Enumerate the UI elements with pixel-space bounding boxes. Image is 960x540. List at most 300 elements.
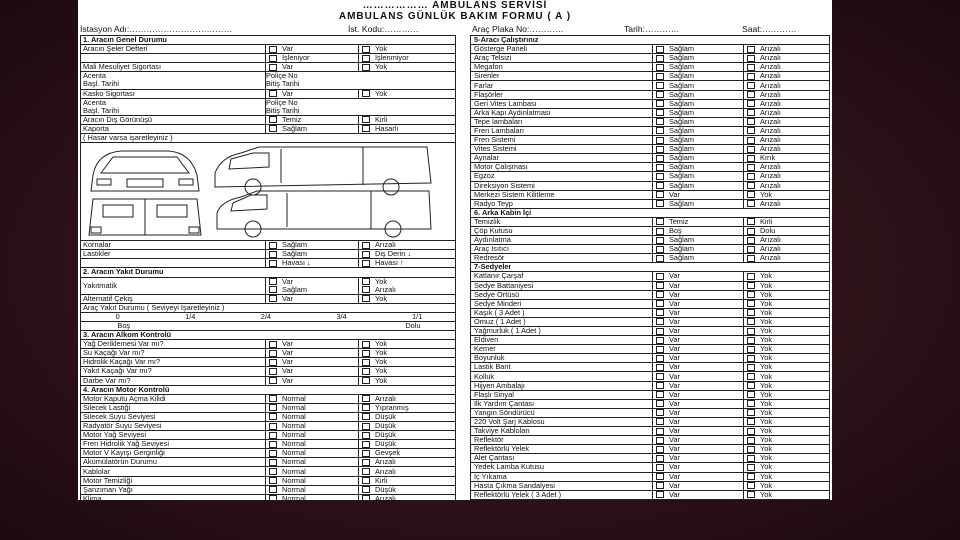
form-row bbox=[471, 91, 829, 100]
checkbox[interactable] bbox=[269, 368, 277, 375]
option-cell bbox=[652, 272, 743, 280]
checkbox[interactable] bbox=[269, 64, 277, 71]
option-label: Var bbox=[669, 308, 680, 317]
checkbox[interactable] bbox=[747, 64, 755, 71]
option-cell bbox=[652, 418, 743, 426]
checkbox[interactable] bbox=[362, 286, 370, 293]
fuel-level-mark[interactable]: 0 bbox=[115, 312, 120, 321]
form-row bbox=[81, 422, 455, 431]
option-label: Sağlam bbox=[669, 45, 695, 54]
checkbox[interactable] bbox=[747, 273, 755, 280]
row-label: Motor Çalışması bbox=[474, 163, 528, 172]
checkbox[interactable] bbox=[747, 109, 755, 116]
checkbox[interactable] bbox=[656, 237, 664, 244]
checkbox[interactable] bbox=[656, 273, 664, 280]
checkbox[interactable] bbox=[747, 55, 755, 62]
option-cell bbox=[743, 45, 829, 53]
checkbox[interactable] bbox=[747, 155, 755, 162]
checkbox[interactable] bbox=[656, 337, 664, 344]
option-cell bbox=[743, 136, 829, 144]
checkbox[interactable] bbox=[747, 82, 755, 89]
checkbox[interactable] bbox=[362, 125, 370, 132]
checkbox[interactable] bbox=[362, 486, 370, 493]
option-cell bbox=[265, 63, 358, 71]
checkbox[interactable] bbox=[362, 90, 370, 97]
option-label: Yok bbox=[760, 390, 773, 399]
option-label: Yok bbox=[375, 45, 388, 54]
row-label: Sedye Örtüsü bbox=[474, 290, 520, 299]
checkbox[interactable] bbox=[747, 300, 755, 307]
checkbox[interactable] bbox=[269, 251, 277, 258]
checkbox[interactable] bbox=[362, 423, 370, 430]
form-row bbox=[81, 322, 455, 331]
checkbox[interactable] bbox=[362, 441, 370, 448]
option-cell bbox=[743, 336, 829, 344]
checkbox[interactable] bbox=[656, 309, 664, 316]
checkbox[interactable] bbox=[747, 437, 755, 444]
checkbox[interactable] bbox=[362, 468, 370, 475]
row-label: Çöp Kutusu bbox=[474, 226, 513, 236]
checkbox[interactable] bbox=[747, 146, 755, 153]
checkbox[interactable] bbox=[747, 418, 755, 425]
checkbox[interactable] bbox=[747, 291, 755, 298]
form-row bbox=[471, 436, 829, 445]
checkbox[interactable] bbox=[362, 395, 370, 402]
checkbox[interactable] bbox=[747, 328, 755, 335]
checkbox[interactable] bbox=[747, 191, 755, 198]
checkbox[interactable] bbox=[362, 295, 370, 302]
checkbox[interactable] bbox=[747, 364, 755, 371]
checkbox[interactable] bbox=[656, 355, 664, 362]
checkbox[interactable] bbox=[747, 118, 755, 125]
checkbox[interactable] bbox=[747, 491, 755, 498]
checkbox[interactable] bbox=[656, 400, 664, 407]
checkbox[interactable] bbox=[747, 355, 755, 362]
form-row bbox=[81, 367, 455, 376]
plate-number-field[interactable]: Araç Plaka No:………… bbox=[472, 24, 564, 34]
checkbox[interactable] bbox=[362, 350, 370, 357]
option-cell bbox=[265, 125, 358, 133]
checkbox[interactable] bbox=[362, 64, 370, 71]
option-label: Sağlam bbox=[669, 117, 695, 126]
form-row bbox=[471, 391, 829, 400]
checkbox[interactable] bbox=[747, 309, 755, 316]
checkbox[interactable] bbox=[269, 242, 277, 249]
row-label bbox=[81, 72, 265, 88]
option-cell bbox=[743, 172, 829, 180]
option-cell bbox=[652, 218, 743, 226]
row-label: Merkezi Sistem Kilitleme bbox=[474, 190, 555, 199]
checkbox[interactable] bbox=[656, 300, 664, 307]
option-cell bbox=[743, 291, 829, 299]
checkbox[interactable] bbox=[362, 377, 370, 384]
checkbox[interactable] bbox=[747, 382, 755, 389]
option-label: Yok bbox=[760, 481, 773, 490]
checkbox[interactable] bbox=[269, 90, 277, 97]
option-label: Var bbox=[669, 427, 680, 436]
checkbox[interactable] bbox=[656, 173, 664, 180]
form-row bbox=[471, 191, 829, 200]
checkbox[interactable] bbox=[747, 200, 755, 207]
checkbox[interactable] bbox=[269, 423, 277, 430]
checkbox[interactable] bbox=[656, 464, 664, 471]
checkbox[interactable] bbox=[747, 91, 755, 98]
form-row bbox=[471, 400, 829, 409]
checkbox[interactable] bbox=[656, 473, 664, 480]
option-label: Sağlam bbox=[669, 81, 695, 90]
checkbox[interactable] bbox=[656, 428, 664, 435]
checkbox[interactable] bbox=[656, 246, 664, 253]
checkbox[interactable] bbox=[656, 164, 664, 171]
checkbox[interactable] bbox=[747, 318, 755, 325]
row-label: Reflektör bbox=[474, 436, 504, 445]
checkbox[interactable] bbox=[656, 200, 664, 207]
vehicle-damage-diagram[interactable] bbox=[81, 143, 455, 241]
checkbox[interactable] bbox=[362, 495, 370, 500]
checkbox[interactable] bbox=[269, 441, 277, 448]
checkbox[interactable] bbox=[747, 237, 755, 244]
checkbox[interactable] bbox=[656, 46, 664, 53]
option-label: Düşük bbox=[375, 412, 396, 421]
option-cell bbox=[743, 482, 829, 490]
option-label: Arızalı bbox=[375, 394, 396, 403]
checkbox[interactable] bbox=[747, 173, 755, 180]
checkbox[interactable] bbox=[656, 73, 664, 80]
row-label: Alternatif Çekiş bbox=[83, 294, 133, 303]
row-label: Motor Temizliği bbox=[83, 476, 133, 485]
option-cell bbox=[743, 254, 829, 262]
checkbox[interactable] bbox=[269, 341, 277, 348]
row-label: Aracın Şeler Defteri bbox=[83, 45, 148, 54]
checkbox[interactable] bbox=[269, 486, 277, 493]
option-label: Var bbox=[669, 281, 680, 290]
checkbox[interactable] bbox=[747, 409, 755, 416]
checkbox[interactable] bbox=[747, 73, 755, 80]
checkbox[interactable] bbox=[656, 91, 664, 98]
option-label: Var bbox=[669, 454, 680, 463]
checkbox[interactable] bbox=[362, 55, 370, 62]
checkbox[interactable] bbox=[269, 278, 277, 285]
checkbox[interactable] bbox=[656, 391, 664, 398]
checkbox[interactable] bbox=[269, 260, 277, 267]
checkbox[interactable] bbox=[747, 464, 755, 471]
form-row bbox=[471, 354, 829, 363]
checkbox[interactable] bbox=[656, 364, 664, 371]
option-label: Var bbox=[282, 45, 293, 54]
row-label: Aydınlatma bbox=[474, 236, 511, 245]
option-label: Arızalı bbox=[760, 145, 781, 154]
checkbox[interactable] bbox=[362, 251, 370, 258]
checkbox[interactable] bbox=[656, 346, 664, 353]
checkbox[interactable] bbox=[269, 116, 277, 123]
checkbox[interactable] bbox=[269, 468, 277, 475]
row-label: Tepe lambaları bbox=[474, 117, 523, 126]
policy-fields[interactable] bbox=[265, 99, 455, 115]
option-cell bbox=[743, 345, 829, 353]
row-label bbox=[81, 259, 265, 267]
option-cell bbox=[743, 454, 829, 462]
checkbox[interactable] bbox=[747, 127, 755, 134]
fuel-level-scale[interactable] bbox=[81, 322, 455, 330]
option-label: Var bbox=[669, 190, 680, 199]
checkbox[interactable] bbox=[362, 359, 370, 366]
checkbox[interactable] bbox=[656, 55, 664, 62]
option-cell bbox=[652, 118, 743, 126]
option-cell bbox=[743, 491, 829, 499]
form-row bbox=[471, 81, 829, 90]
form-row bbox=[81, 404, 455, 413]
checkbox[interactable] bbox=[269, 477, 277, 484]
option-cell bbox=[358, 431, 455, 439]
option-cell bbox=[652, 109, 743, 117]
checkbox[interactable] bbox=[362, 116, 370, 123]
row-label: Fren Lambaları bbox=[474, 126, 525, 135]
row-label: Yakıt Kaçağı Var mı? bbox=[83, 367, 152, 376]
checkbox[interactable] bbox=[269, 495, 277, 500]
checkbox[interactable] bbox=[747, 137, 755, 144]
checkbox[interactable] bbox=[656, 255, 664, 262]
checkbox[interactable] bbox=[269, 125, 277, 132]
checkbox[interactable] bbox=[747, 455, 755, 462]
checkbox[interactable] bbox=[269, 350, 277, 357]
option-label: Yıpranmış bbox=[375, 403, 409, 412]
checkbox[interactable] bbox=[269, 286, 277, 293]
checkbox[interactable] bbox=[747, 428, 755, 435]
option-label: Sağlam bbox=[669, 136, 695, 145]
option-label: Var bbox=[669, 345, 680, 354]
checkbox[interactable] bbox=[747, 164, 755, 171]
checkbox[interactable] bbox=[656, 291, 664, 298]
form-row bbox=[471, 272, 829, 281]
checkbox[interactable] bbox=[656, 82, 664, 89]
option-label: Arızalı bbox=[760, 236, 781, 245]
checkbox[interactable] bbox=[747, 100, 755, 107]
option-cell bbox=[652, 454, 743, 462]
date-field[interactable]: Tarih:………… bbox=[624, 24, 680, 34]
option-label: Arızalı bbox=[375, 494, 396, 500]
form-row bbox=[471, 254, 829, 263]
checkbox[interactable] bbox=[269, 395, 277, 402]
checkbox[interactable] bbox=[269, 55, 277, 62]
section-header bbox=[81, 386, 455, 395]
form-row bbox=[471, 163, 829, 172]
checkbox[interactable] bbox=[269, 450, 277, 457]
checkbox[interactable] bbox=[269, 432, 277, 439]
checkbox[interactable] bbox=[747, 446, 755, 453]
checkbox[interactable] bbox=[656, 228, 664, 235]
option-cell bbox=[265, 340, 358, 348]
checkbox[interactable] bbox=[269, 404, 277, 411]
checkbox[interactable] bbox=[656, 146, 664, 153]
option-cell bbox=[743, 300, 829, 308]
checkbox[interactable] bbox=[747, 282, 755, 289]
checkbox[interactable] bbox=[747, 246, 755, 253]
checkbox[interactable] bbox=[656, 318, 664, 325]
option-cell bbox=[652, 445, 743, 453]
checkbox[interactable] bbox=[747, 482, 755, 489]
option-cell bbox=[743, 100, 829, 108]
fuel-level-scale[interactable] bbox=[81, 313, 455, 321]
checkbox[interactable] bbox=[656, 491, 664, 498]
option-cell bbox=[652, 363, 743, 371]
option-cell bbox=[358, 278, 455, 294]
checkbox[interactable] bbox=[656, 409, 664, 416]
station-code-field[interactable]: İst. Kodu:………… bbox=[348, 24, 419, 34]
fuel-level-mark[interactable]: 3/4 bbox=[336, 312, 347, 321]
checkbox[interactable] bbox=[656, 100, 664, 107]
form-row bbox=[471, 45, 829, 54]
option-label: Arızalı bbox=[760, 181, 781, 190]
fuel-level-mark[interactable]: 2/4 bbox=[260, 312, 272, 321]
checkbox[interactable] bbox=[656, 455, 664, 462]
station-name-field[interactable]: İstasyon Adı:……………………………… bbox=[80, 24, 233, 34]
checkbox[interactable] bbox=[747, 373, 755, 380]
vehicle-general-section bbox=[81, 36, 455, 143]
checkbox[interactable] bbox=[269, 46, 277, 53]
option-cell bbox=[652, 154, 743, 162]
checkbox[interactable] bbox=[656, 191, 664, 198]
checkbox[interactable] bbox=[362, 278, 370, 285]
row-label: ( Hasar varsa işaretleyiniz ) bbox=[83, 134, 173, 143]
option-label: Var bbox=[282, 349, 293, 358]
checkbox[interactable] bbox=[362, 46, 370, 53]
checkbox[interactable] bbox=[656, 373, 664, 380]
option-cell bbox=[652, 345, 743, 353]
checkbox[interactable] bbox=[269, 377, 277, 384]
checkbox[interactable] bbox=[656, 482, 664, 489]
form-service-title: ……………… AMBULANS SERVİSİ bbox=[362, 0, 548, 11]
checkbox[interactable] bbox=[747, 218, 755, 225]
row-label: Kasko Sigortası bbox=[83, 89, 135, 98]
checkbox[interactable] bbox=[656, 437, 664, 444]
form-row bbox=[471, 245, 829, 254]
section-header bbox=[81, 268, 455, 277]
option-cell bbox=[358, 449, 455, 457]
option-label: Var bbox=[669, 399, 680, 408]
form-row bbox=[471, 109, 829, 118]
section-header bbox=[471, 263, 829, 272]
checkbox[interactable] bbox=[656, 418, 664, 425]
option-cell bbox=[265, 278, 358, 294]
checkbox[interactable] bbox=[747, 346, 755, 353]
checkbox[interactable] bbox=[656, 118, 664, 125]
option-cell bbox=[265, 349, 358, 357]
fuel-level-mark[interactable]: Dolu bbox=[405, 321, 421, 331]
checkbox[interactable] bbox=[656, 282, 664, 289]
option-label: Arızalı bbox=[760, 126, 781, 135]
checkbox[interactable] bbox=[656, 446, 664, 453]
form-row bbox=[81, 477, 455, 486]
checkbox[interactable] bbox=[362, 459, 370, 466]
option-cell bbox=[743, 409, 829, 417]
form-row bbox=[471, 309, 829, 318]
row-label: Reflektörlü Yelek bbox=[474, 445, 530, 454]
form-row bbox=[81, 125, 455, 134]
checkbox[interactable] bbox=[656, 218, 664, 225]
option-cell bbox=[265, 495, 358, 500]
option-label: Yok bbox=[375, 349, 388, 358]
option-cell bbox=[358, 295, 455, 303]
policy-fields[interactable] bbox=[265, 72, 455, 88]
checkbox[interactable] bbox=[747, 473, 755, 480]
option-label: Var bbox=[669, 417, 680, 426]
fuel-level-mark[interactable]: 1/4 bbox=[185, 312, 196, 321]
time-field[interactable]: Saat:………… bbox=[742, 24, 797, 34]
checkbox[interactable] bbox=[362, 242, 370, 249]
checkbox[interactable] bbox=[362, 260, 370, 267]
row-label bbox=[81, 54, 265, 62]
option-label: Sağlam bbox=[669, 236, 695, 245]
checkbox[interactable] bbox=[269, 459, 277, 466]
option-label: Sağlam bbox=[669, 163, 695, 172]
option-label: Var bbox=[669, 481, 680, 490]
checkbox[interactable] bbox=[747, 255, 755, 262]
row-label: Hasta Çıkma Sandalyesi bbox=[474, 481, 555, 490]
checkbox[interactable] bbox=[362, 368, 370, 375]
form-row bbox=[81, 99, 455, 116]
option-label: Var bbox=[669, 445, 680, 454]
checkbox[interactable] bbox=[269, 295, 277, 302]
checkbox[interactable] bbox=[656, 155, 664, 162]
checkbox[interactable] bbox=[656, 382, 664, 389]
checkbox[interactable] bbox=[362, 450, 370, 457]
checkbox[interactable] bbox=[656, 182, 664, 189]
form-row bbox=[471, 136, 829, 145]
option-label: Gevşek bbox=[375, 449, 401, 458]
row-label: Akümülatörün Durumu bbox=[83, 458, 157, 467]
checkbox[interactable] bbox=[656, 64, 664, 71]
checkbox[interactable] bbox=[269, 359, 277, 366]
option-cell bbox=[743, 400, 829, 408]
checkbox[interactable] bbox=[362, 477, 370, 484]
checkbox[interactable] bbox=[269, 413, 277, 420]
checkbox[interactable] bbox=[656, 328, 664, 335]
checkbox[interactable] bbox=[656, 137, 664, 144]
option-cell bbox=[652, 100, 743, 108]
checkbox[interactable] bbox=[747, 46, 755, 53]
option-cell bbox=[743, 436, 829, 444]
checkbox[interactable] bbox=[747, 391, 755, 398]
checkbox[interactable] bbox=[656, 109, 664, 116]
option-cell bbox=[265, 404, 358, 412]
checkbox[interactable] bbox=[362, 413, 370, 420]
fuel-level-mark[interactable]: Boş bbox=[117, 321, 131, 331]
checkbox[interactable] bbox=[362, 432, 370, 439]
checkbox[interactable] bbox=[747, 228, 755, 235]
option-cell bbox=[743, 418, 829, 426]
option-label: Diş Derin ↓ bbox=[375, 250, 412, 259]
option-cell bbox=[265, 458, 358, 466]
ambulance-outline-drawings bbox=[81, 143, 455, 240]
row-label: 5-Aracı Çalıştırınız bbox=[474, 36, 539, 45]
checkbox[interactable] bbox=[362, 404, 370, 411]
checkbox[interactable] bbox=[656, 127, 664, 134]
fuel-level-mark[interactable]: 1/1 bbox=[412, 312, 423, 321]
option-cell bbox=[265, 422, 358, 430]
option-label: Var bbox=[669, 390, 680, 399]
checkbox[interactable] bbox=[747, 400, 755, 407]
checkbox[interactable] bbox=[747, 337, 755, 344]
option-cell bbox=[743, 182, 829, 190]
option-label: Sağlam bbox=[282, 284, 308, 294]
checkbox[interactable] bbox=[362, 341, 370, 348]
option-cell bbox=[652, 245, 743, 253]
form-row bbox=[471, 372, 829, 381]
row-label: Yağmurluk ( 1 Adet ) bbox=[474, 327, 541, 336]
row-label-line: Yakıtmatik bbox=[83, 280, 117, 290]
checkbox[interactable] bbox=[747, 182, 755, 189]
form-row bbox=[81, 340, 455, 349]
